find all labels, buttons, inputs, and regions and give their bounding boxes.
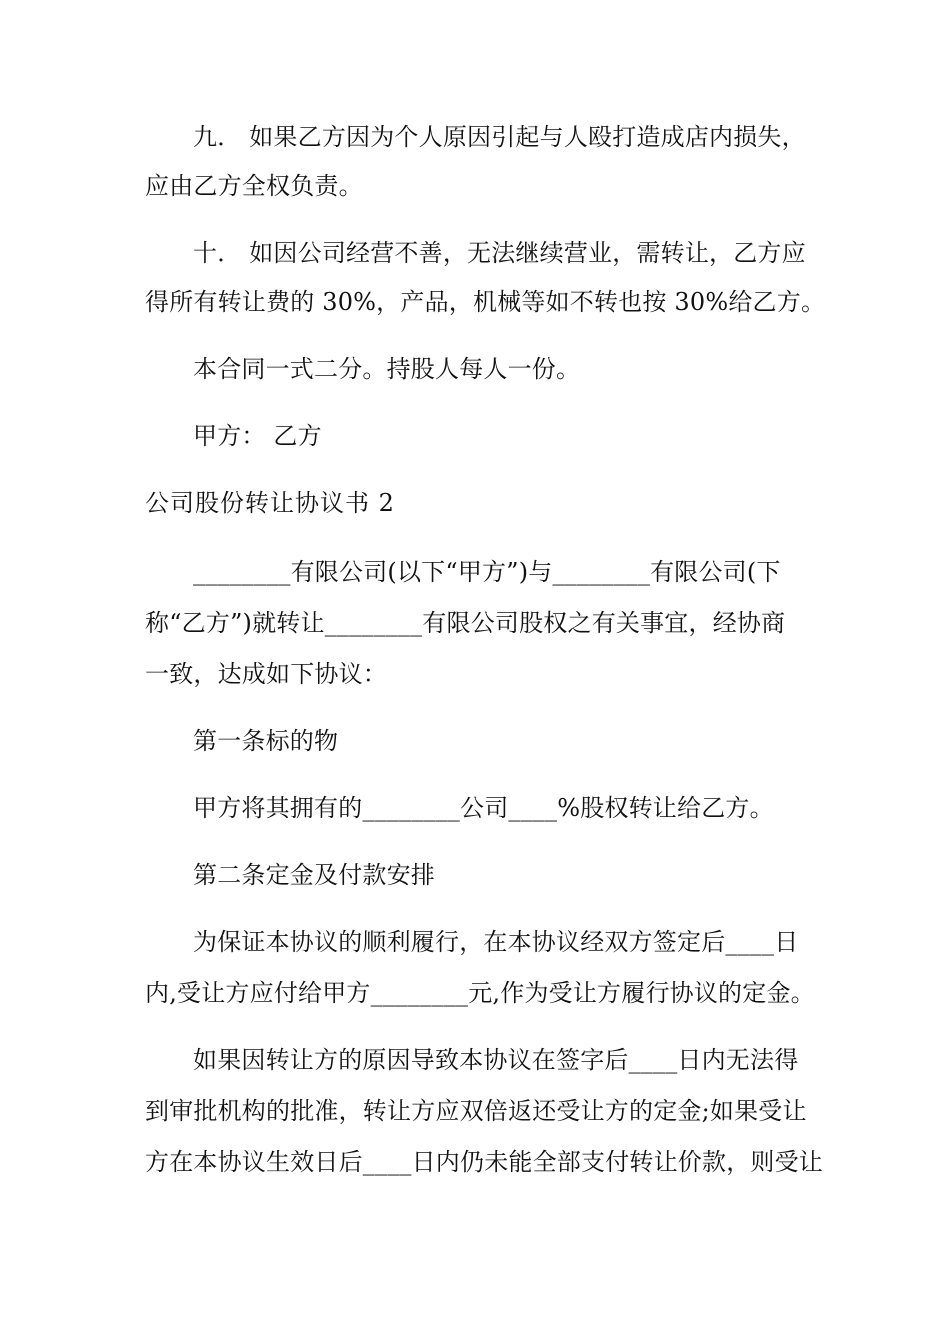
article-1-title: 第一条标的物 — [193, 727, 339, 755]
article-2-title: 第二条定金及付款安排 — [193, 861, 435, 889]
section-title: 公司股份转让协议书 2 — [145, 489, 395, 517]
approval-paragraph-line-2: 到审批机构的批准，转让方应双倍返还受让方的定金;如果受让 — [145, 1097, 807, 1125]
clause-9-line-1: 九． 如果乙方因为个人原因引起与人殴打造成店内损失， — [193, 123, 806, 151]
approval-paragraph-line-3: 方在本协议生效日后____日内仍未能全部支付转让价款，则受让 — [145, 1148, 823, 1176]
preamble-line-1: ________有限公司(以下“甲方”)与________有限公司(下 — [193, 558, 781, 586]
approval-paragraph-line-1: 如果因转让方的原因导致本协议在签字后____日内无法得 — [193, 1046, 799, 1074]
copies-statement: 本合同一式二分。持股人每人一份。 — [193, 355, 581, 383]
clause-9-line-2: 应由乙方全权负责。 — [145, 172, 363, 200]
article-1-content: 甲方将其拥有的________公司____%股权转让给乙方。 — [193, 794, 774, 822]
deposit-paragraph-line-2: 内,受让方应付给甲方________元,作为受让方履行协议的定金。 — [145, 979, 815, 1007]
clause-10-line-2: 得所有转让费的 30%，产品，机械等如不转也按 30%给乙方。 — [145, 288, 826, 316]
clause-10-line-1: 十． 如因公司经营不善，无法继续营业，需转让，乙方应 — [193, 239, 806, 267]
preamble-line-3: 一致，达成如下协议： — [145, 660, 387, 688]
preamble-line-2: 称“乙方”)就转让________有限公司股权之有关事宜，经协商 — [145, 609, 786, 637]
signature-parties: 甲方： 乙方 — [193, 422, 322, 450]
deposit-paragraph-line-1: 为保证本协议的顺利履行，在本协议经双方签定后____日 — [193, 928, 799, 956]
